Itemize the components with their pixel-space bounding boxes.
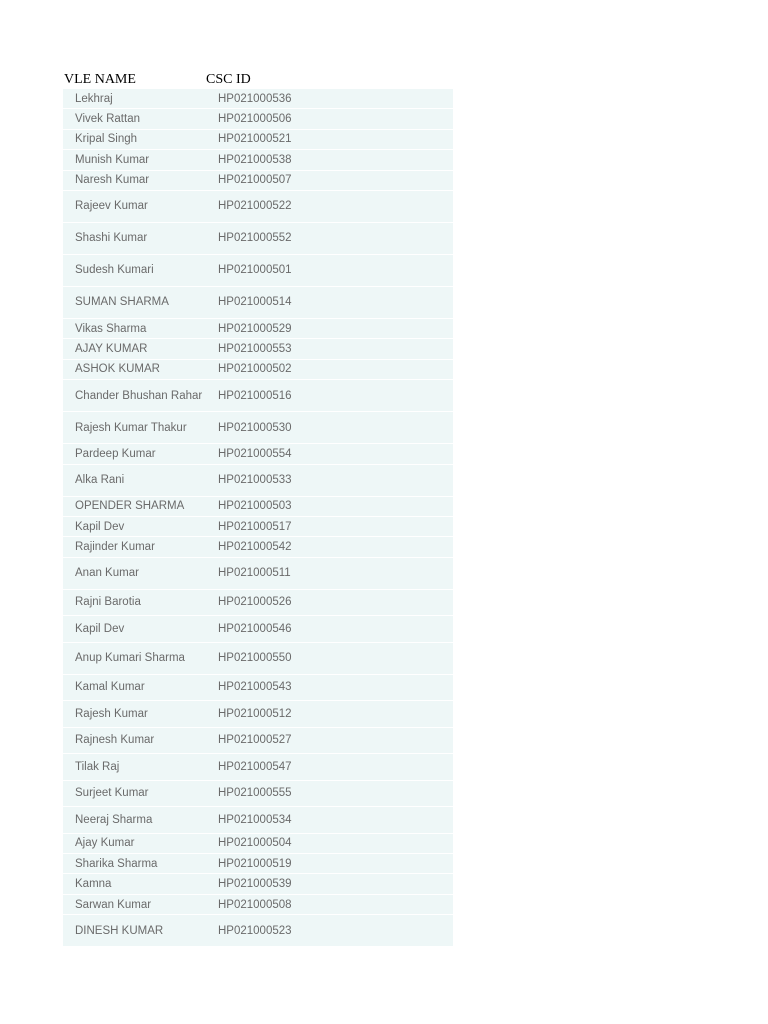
- table-row: [63, 191, 453, 223]
- csc-id-cell: HP021000554: [218, 447, 292, 460]
- csc-id-cell: HP021000502: [218, 363, 292, 376]
- table-row: [63, 895, 453, 915]
- table-row: [63, 675, 453, 702]
- table-row: [63, 171, 453, 191]
- csc-id-cell: HP021000507: [218, 174, 292, 187]
- column-header-vle-name: VLE NAME: [64, 72, 136, 87]
- vle-name-cell: AJAY KUMAR: [75, 343, 148, 356]
- csc-id-cell: HP021000501: [218, 264, 292, 277]
- vle-name-cell: Rajinder Kumar: [75, 540, 155, 553]
- table-row: [63, 807, 453, 834]
- csc-id-cell: HP021000508: [218, 898, 292, 911]
- table-row: [63, 130, 453, 150]
- table-row: [63, 701, 453, 728]
- table-row: [63, 412, 453, 444]
- vle-name-cell: Ajay Kumar: [75, 837, 135, 850]
- vle-name-cell: Anup Kumari Sharma: [75, 652, 185, 665]
- csc-id-cell: HP021000543: [218, 681, 292, 694]
- vle-name-cell: Alka Rani: [75, 474, 125, 487]
- table-row: [63, 444, 453, 464]
- table-row: [63, 728, 453, 755]
- table-row: [63, 754, 453, 781]
- csc-id-cell: HP021000512: [218, 707, 292, 720]
- table-row: [63, 360, 453, 380]
- csc-id-cell: HP021000536: [218, 92, 292, 105]
- table-row: [63, 616, 453, 643]
- vle-name-cell: ASHOK KUMAR: [75, 363, 160, 376]
- vle-name-cell: Munish Kumar: [75, 153, 150, 166]
- csc-id-cell: HP021000504: [218, 837, 292, 850]
- vle-name-cell: Vikas Sharma: [75, 322, 147, 335]
- csc-id-cell: HP021000553: [218, 343, 292, 356]
- csc-id-cell: HP021000550: [218, 652, 292, 665]
- vle-name-cell: Vivek Rattan: [75, 113, 140, 126]
- table-row: [63, 854, 453, 874]
- vle-name-cell: Shashi Kumar: [75, 232, 148, 245]
- csc-id-cell: HP021000555: [218, 787, 292, 800]
- csc-id-cell: HP021000514: [218, 296, 292, 309]
- table-row: [63, 537, 453, 557]
- csc-id-cell: HP021000538: [218, 153, 292, 166]
- vle-name-cell: Pardeep Kumar: [75, 447, 156, 460]
- vle-name-cell: Kapil Dev: [75, 520, 125, 533]
- csc-id-cell: HP021000526: [218, 596, 292, 609]
- table-row: [63, 834, 453, 854]
- table-row: [63, 643, 453, 675]
- table-row: [63, 319, 453, 339]
- vle-name-cell: Kamna: [75, 878, 112, 891]
- table-row: [63, 497, 453, 517]
- csc-id-cell: HP021000511: [218, 567, 291, 580]
- csc-id-cell: HP021000527: [218, 734, 292, 747]
- csc-id-cell: HP021000516: [218, 389, 292, 402]
- vle-name-cell: Chander Bhushan Rahar: [75, 389, 203, 402]
- csc-id-cell: HP021000522: [218, 200, 292, 213]
- vle-name-cell: Rajeev Kumar: [75, 200, 148, 213]
- vle-name-cell: Kripal Singh: [75, 133, 138, 146]
- vle-name-cell: SUMAN SHARMA: [75, 296, 169, 309]
- csc-id-cell: HP021000539: [218, 878, 292, 891]
- csc-id-cell: HP021000517: [218, 520, 292, 533]
- vle-name-cell: Sudesh Kumari: [75, 264, 154, 277]
- vle-name-cell: Rajnesh Kumar: [75, 734, 155, 747]
- vle-name-cell: Surjeet Kumar: [75, 787, 149, 800]
- vle-name-cell: Kamal Kumar: [75, 681, 145, 694]
- csc-id-cell: HP021000503: [218, 500, 292, 513]
- vle-name-cell: Sarwan Kumar: [75, 898, 152, 911]
- column-header-csc-id: CSC ID: [206, 72, 251, 87]
- csc-id-cell: HP021000552: [218, 232, 292, 245]
- table-row: [63, 781, 453, 808]
- csc-id-cell: HP021000506: [218, 113, 292, 126]
- table-row: [63, 89, 453, 109]
- table-body: [63, 89, 453, 947]
- table-row: [63, 287, 453, 319]
- vle-table: [63, 70, 453, 947]
- table-row: [63, 255, 453, 287]
- table-row: [63, 915, 453, 947]
- vle-name-cell: Lekhraj: [75, 92, 113, 105]
- vle-name-cell: DINESH KUMAR: [75, 924, 164, 937]
- vle-name-cell: Kapil Dev: [75, 622, 125, 635]
- table-row: [63, 517, 453, 537]
- table-row: [63, 109, 453, 129]
- csc-id-cell: HP021000533: [218, 474, 292, 487]
- table-row: [63, 223, 453, 255]
- csc-id-cell: HP021000542: [218, 540, 292, 553]
- vle-name-cell: Neeraj Sharma: [75, 813, 153, 826]
- vle-name-cell: Rajesh Kumar Thakur: [75, 421, 187, 434]
- csc-id-cell: HP021000521: [218, 133, 292, 146]
- csc-id-cell: HP021000519: [218, 857, 292, 870]
- csc-id-cell: HP021000530: [218, 421, 292, 434]
- vle-name-cell: OPENDER SHARMA: [75, 500, 185, 513]
- vle-name-cell: Sharika Sharma: [75, 857, 158, 870]
- vle-name-cell: Rajesh Kumar: [75, 707, 148, 720]
- vle-name-cell: Rajni Barotia: [75, 596, 141, 609]
- table-row: [63, 874, 453, 894]
- table-row: [63, 150, 453, 170]
- vle-name-cell: Tilak Raj: [75, 760, 120, 773]
- vle-name-cell: Naresh Kumar: [75, 174, 150, 187]
- table-row: [63, 558, 453, 590]
- table-header: [63, 70, 453, 89]
- table-row: [63, 465, 453, 497]
- table-row: [63, 380, 453, 412]
- vle-name-cell: Anan Kumar: [75, 567, 139, 580]
- table-row: [63, 339, 453, 359]
- csc-id-cell: HP021000546: [218, 622, 292, 635]
- csc-id-cell: HP021000547: [218, 760, 292, 773]
- csc-id-cell: HP021000534: [218, 813, 292, 826]
- csc-id-cell: HP021000529: [218, 322, 292, 335]
- table-row: [63, 590, 453, 617]
- csc-id-cell: HP021000523: [218, 924, 292, 937]
